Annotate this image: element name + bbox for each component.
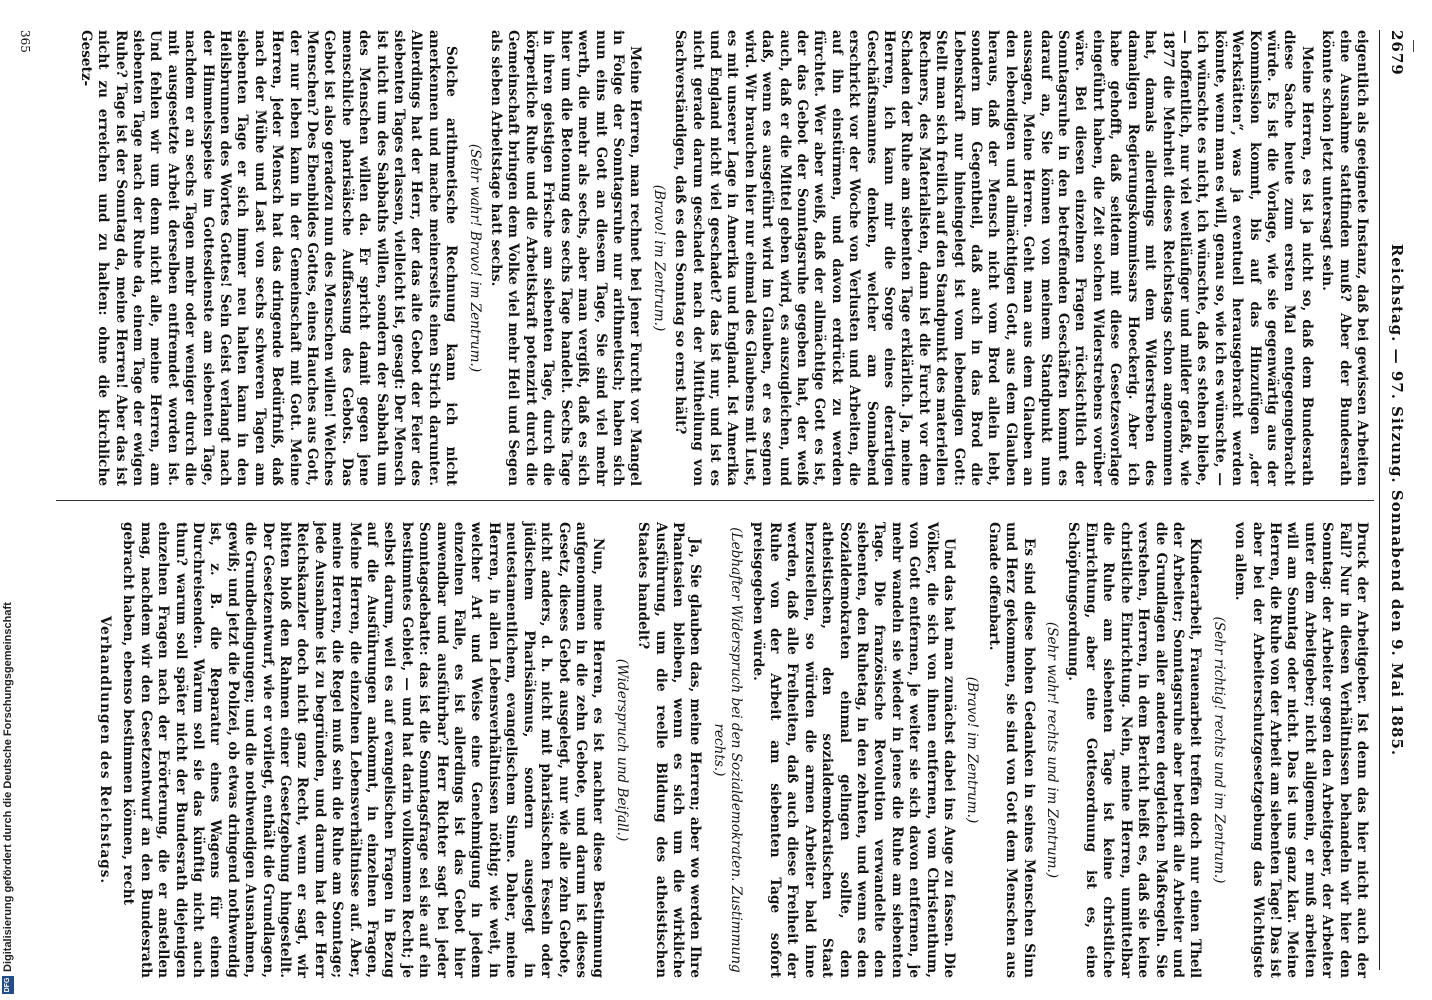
paragraph: Meine Herren, es ist ja nicht so, daß dem Bundesrath diese Sache heute zum ersten Mal entgegengebracht würde. Es ist die Vorlage, wie sie gegenwärtig aus der Kommission kommt, bis auf das Hinzufügen „der Werkstätten“, was ja eventuell herausgebracht werden könnte, wenn man es will, genau so, wie ich es wünschte, — ich wünschte es nicht, ich wünschte, daß es stehen bliebe, — hoffentlich, nur viel weitläufiger und milder gefaßt, wie 1877 die Mehrheit dieses Reichstags schon angenommen hat, damals allerdings mit dem Widerstreben des damaligen Regierungskommissars Hoeckerig. Aber ich habe gehofft, daß seitdem mit diese Gesetzesvorlage eingeführt haben, die Zeit solchen Widerstrebens vorüber wäre. Bei diesen einzelnen Fragen rücksichtlich der Sonntagsruhe in den betreffenden Geschäften kommt es darauf an, Sie können von meinem Standpunkt nun aussagen, Meine Herren. Geht man aus dem Glauben an den lebendigen und allmächtigen Gott, aus dem Glauben heraus, daß der Mensch nicht vom Brod allein lebt, sondern im Gegentheil, daß auch in das Brod die Lebenskraft nur hineingelegt ist vom lebendigen Gott: Stellt man sich freilich auf den Standpunkt des materiellen Rechners, des Materialisten, dann ist die Furcht vor dem Schaden der Ruhe am siebenten Tage erklärlich. Ja, meine Herren, ich kann mir die Sorge eines derartigen Geschäftsmannes denken, welcher am Sonnabend erschrickt vor der Woche von Verlusten und Arbeiten, die auf ihn einstürmen, und davon erdrückt zu werden fürchtet. Wer aber weiß, daß der allmächtige Gott es ist, der das Gebot der Sonntagsruhe gegeben hat, der weiß auch, daß er die Mittel geben wird, es auszugleichen, und daß, wenn es ausgeführt wird im Glauben, er es segnen wird. Wir brauchen hier nur einmal des Glaubens mit Lust, es mit unserer Lage in Amerika und England. Ist Amerika und England nicht viel geschadet? das ist nur, und ist es nicht gerade darum geschadet nach der Mittheilung von Sachverständigen, daß es den Sonntag so ernst hält?	[672, 30, 1315, 486]
paragraph: Meine Herren, man rechnet bei jener Furcht vor Mangel in Folge der Sonntagsruhe nur arithmetisch; haben sich nun eins mit Gott an diesem Tage, Sie sind viel mehr werth, die mehr als sechs, aber man vergißt, daß es sich hier um die Betonung des sechs Tage handelt. Sechs Tage in ihren geistigen Frische am siebenten Tage, durch die körperliche Ruhe und die Arbeitskraft potenzirt durch die Gemeinschaft bringen dem Volke viel mehr Heil und Segen als sieben Arbeitstage hatt sechs.	[488, 30, 644, 486]
credit-text: Digitalisierung gefördert durch die Deutsche Forschungsgemeinschaft	[2, 602, 14, 972]
header-rule	[1379, 30, 1380, 970]
reaction-note: (Sehr wahr! Bravo! im Zentrum.)	[466, 143, 483, 373]
paragraph: Kinderarbeit, Frauenarbeit treffen doch nur einen Theil der Arbeiter; Sonntagsruhe aber betrifft alle Arbeiter und die Grundlagen aller anderen dergleichen Maßregeln. Sie verstehen, Herren, in dem Bericht heißt es, daß sie keine christliche Einrichtung. Nein, meine Herren, unmittelbar die Ruhe am siebenten Tage ist keine christliche Einrichtung, aber eine Gottesordnung ist es, eine Schöpfungsordnung.	[1065, 522, 1204, 978]
reaction-note: (Lebhafter Widerspruch bei den Sozialdemokraten. Zustimmung rechts.)	[710, 527, 745, 973]
dfg-logo: DFG	[2, 976, 14, 994]
paragraph: Nun, meine Herren, es ist nachher diese Bestimmung aufgenommen in die zehn Gebote, und darum ist dieses Gesetz, dieses Gebot ausgelegt, nur wie alle zehn Gebote, nicht anders, d. h. nicht mit pharisäischen Fesseln oder jüdischem Pharisäismus, sondern ausgelegt in neutestamentlichem, evangelischem Sinne. Daher, meine Herren, in allen Lebensverhältnissen nöthig; wie weit, in welcher Art und Weise eine Genehmigung in jedem einzelnen Falle, es ist allerdings ist das Gebot hier anwendbar und ausführbar? Herr Richter sagt bei jeder Sonntagsdebatte: das ist die Sonntagsfrage sei sie auf ein bestimmtes Gebiet, — und hat darin vollkommen Recht; je selbst darum, weil es auf evangelischen Fragen in Bezug auf die Ausführungen ankommt, in einzelnen Fragen, Meine Herren, die einzelnen Lebensverhältnisse auf. Aber, meine Herren, die Regel muß sein die Ruhe am Sonntage; jede Ausnahme ist zu begründen, und darum hat der Herr Reichskanzler doch nicht ganz Recht, wenn er sagt, wir bitten bloß den Rahmen einer Gesetzgebung hingestellt. Der Gesetzentwurf, wie er vorliegt, enthält die Grundlagen, die Grundbedingungen; und die nothwendigen Ausnahmen, gewiß; und jetzt die Polizei, ob etwas dringend nothwendig ist, z. B. die Reparatur eines Wagens für einen Durchreisenden. Warum soll sie das künftig nicht auch thun? warum soll später nicht der Bundesrath diejenigen einzelnen Fragen nach der Erörterung, die er anstellen mag, nachdem wir den Gesetzentwurf an den Bundesrath gebracht haben, ebenso bestimmen können, recht	[120, 522, 607, 978]
paragraph: Solche arithmetische Rechnung kann ich nicht anerkennen und mache meinerseits einen Strich darunter. Allerdings hat der Herr, der das alte Gebot der Feier des siebenten Tages erlassen, vielleicht ist, gesagt: Der Mensch ist nicht um des Sabbaths willen, sondern der Sabbath um des Menschen willen da. Er spricht damit gegen jene menschliche pharisäische Auffassung des Gebots. Das Gebot ist also geradezu nun des Menschen willen! Welches Menschen? Des Ebenbildes Gottes, eines Hauches aus Gott, der nur leben kann in der Gemeinschaft mit Gott. Meine Herren, jeder Mensch hat das dringende Bedürfniß, daß nach der Mühe und Last von sechs schweren Tagen am siebenten Tage er sich immer neu halten kann in den Heilsbrunnen des Wortes Gottes! Sein Geist verlangt nach der Himmelsspeise im Gottesdienste am siebenten Tage, nachdem er an sechs Tagen mehr oder weniger durch die mit ausgesetzte Arbeit derselben entfremdet worden ist. Und fehlen wir um denn nicht alle, meine Herren, am siebenten Tage nach der Ruhe da, einem Tage der ewigen Ruhe? Tage ist der Sonntag da, meine Herren! Aber das ist nicht zu erreichen und zu halten: ohne die kirchliche Gesetz-	[77, 30, 460, 486]
reaction-note: (Widerspruch und Beifall.)	[613, 658, 630, 842]
sheet-number: 365	[18, 30, 32, 53]
reaction-note: (Sehr wahr! rechts und im Zentrum.)	[1044, 621, 1061, 879]
page-header	[1382, 30, 1410, 970]
reaction-note: (Bravo! im Zentrum.)	[964, 676, 981, 824]
page-number: 2679	[1388, 30, 1406, 76]
scan-mark	[1413, 40, 1414, 52]
column-divider	[56, 500, 1374, 501]
reaction-note: (Bravo! im Zentrum.)	[650, 184, 667, 332]
paragraph: Ja, Sie glauben das, meine Herren; aber wo werden Ihre Phantasien bleiben, wenn es sich um die wirkliche Ausführung, um die reelle Bildung des atheistischen Staates handelt?	[635, 522, 704, 978]
digitization-credit	[2, 602, 14, 994]
paragraph: Druck der Arbeitgeber. Ist denn das hier nicht auch der Fall? Nur in diesen Verhältnissen behandeln wir hier den Sonntag: der Arbeiter gegen den Arbeitgeber, der Arbeiter unter dem Arbeitgeber; nicht allgemein, er muß arbeiten will am Sonntag oder nicht. Das ist uns ganz klar. Meine Herren, die Ruhe von der Arbeit am siebenten Tage! Das ist aber bei der Arbeiterschutzgesetzgebung das Wichtigste von allem.	[1232, 522, 1370, 978]
reaction-note: (Sehr richtig! rechts und im Zentrum.)	[1210, 616, 1227, 884]
right-column	[93, 522, 1370, 978]
section-signature: Verhandlungen des Reichstags.	[96, 615, 113, 885]
paragraph: eigentlich als geeignete Instanz, daß bei gewissen Arbeiten eine Ausnahme stattfinden muß? Aber der Bundesrath könnte schon jetzt untersagt sein.	[1319, 30, 1370, 486]
running-head: Reichstag. — 97. Sitzung. Sonnabend den 9. Mai 1885.	[1388, 243, 1406, 757]
left-column	[73, 30, 1370, 486]
paragraph: Es sind diese hohen Gedanken in seines Menschen Sinn und Herz gekommen, sie sind von Gott dem Menschen aus Gnade offenbart.	[985, 522, 1037, 978]
paragraph: Und das hat man zunächst dabei ins Auge zu fassen. Die Völker, die sich von ihnen entfernen, vom Christenthum, von Gott entfernen, je weiter sie sich davon entfernen, je mehr wandeln sie wieder in jenes die Ruhe am siebenten Tage. Die französische Revolution verwandelte den siebenten, den Ruhetag, in den zehnten, und wenn es den Sozialdemokraten einmal gelingen sollte, den atheistischen, den sozialdemokratischen Staat herzustellen, so würden die armen Arbeiter bald inne werden, daß alle Freiheiten, daß auch diese Freiheit der Ruhe von der Arbeit am siebenten Tage sofort preisgegeben würde.	[749, 522, 958, 978]
